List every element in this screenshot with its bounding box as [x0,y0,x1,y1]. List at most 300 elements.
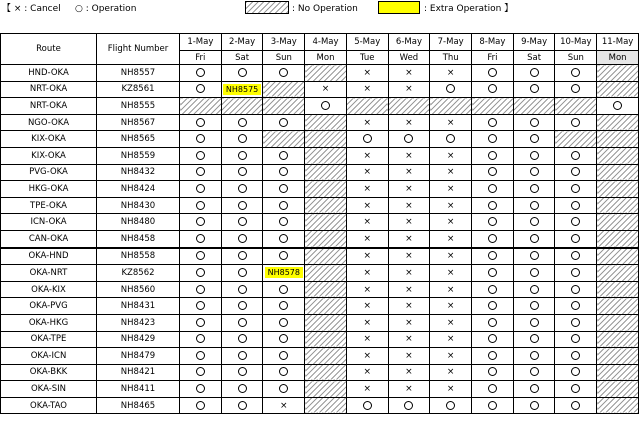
cancel-cross-icon: × [363,251,371,262]
cancel-cell [430,197,472,214]
header-date: 11-May [597,34,639,51]
operation-cell [472,364,514,381]
no-operation-cell [305,114,347,131]
operation-cell [180,331,222,348]
operation-circle-icon [488,134,497,143]
operation-cell [221,65,263,82]
no-operation-cell [555,98,597,115]
operation-cell [221,214,263,231]
operation-cell [388,397,430,414]
operation-circle-icon [530,217,539,226]
cancel-cross-icon: × [363,217,371,228]
operation-circle-icon [279,301,288,310]
operation-cell [513,131,555,148]
legend-extra-operation: : Extra Operation 】 [424,4,514,14]
operation-cell [180,214,222,231]
flight-number-cell: NH8421 [97,364,180,381]
operation-cell [555,81,597,98]
operation-circle-icon [571,201,580,210]
operation-circle-icon [238,151,247,160]
cancel-cell [430,364,472,381]
cancel-cell [388,348,430,365]
operation-circle-icon [488,234,497,243]
flight-number-cell: NH8429 [97,331,180,348]
cancel-cross-icon: × [405,217,413,228]
operation-cell [263,364,305,381]
operation-cell [472,181,514,198]
cancel-cross-icon: × [405,117,413,128]
cancel-cross-icon: × [405,367,413,378]
operation-circle-icon [196,184,205,193]
operation-circle-icon [488,184,497,193]
operation-cell [513,281,555,298]
cancel-cross-icon: × [405,317,413,328]
operation-cell [263,65,305,82]
header-date: 8-May [472,34,514,51]
no-operation-cell [597,214,639,231]
cancel-cell [346,114,388,131]
no-operation-cell [597,397,639,414]
operation-cell [346,131,388,148]
operation-circle-icon [363,401,372,410]
operation-circle-icon [196,234,205,243]
cancel-cell [388,197,430,214]
operation-circle-icon [196,285,205,294]
operation-cell [555,114,597,131]
operation-cell [180,397,222,414]
table-row [1,281,639,298]
cancel-cell [430,265,472,282]
operation-circle-icon [488,201,497,210]
operation-cell [555,314,597,331]
route-cell: OKA-PVG [1,298,97,315]
operation-circle-icon [196,351,205,360]
cancel-cell [346,65,388,82]
table-row [1,397,639,414]
flight-number-cell: KZ8562 [97,265,180,282]
operation-cell [180,298,222,315]
header-day: Wed [388,51,430,65]
operation-circle-icon [488,384,497,393]
cancel-cross-icon: × [405,183,413,194]
operation-circle-icon [196,118,205,127]
cancel-cell [346,281,388,298]
operation-circle-icon [530,151,539,160]
operation-cell [221,131,263,148]
route-cell: HKG-OKA [1,181,97,198]
operation-cell [221,348,263,365]
operation-circle-icon [238,251,247,260]
operation-cell [388,131,430,148]
operation-circle-icon [530,167,539,176]
operation-circle-icon [238,285,247,294]
no-operation-cell [305,381,347,398]
header-date: 7-May [430,34,472,51]
operation-cell [472,147,514,164]
cancel-cross-icon: × [363,200,371,211]
flight-number-cell: NH8430 [97,197,180,214]
operation-cell [263,298,305,315]
operation-circle-icon [238,351,247,360]
operation-cell [221,181,263,198]
flight-number-cell: NH8480 [97,214,180,231]
flight-schedule-table [0,33,639,414]
cancel-cell [346,265,388,282]
cancel-cell [388,281,430,298]
cancel-cell [430,147,472,164]
operation-circle-icon [238,167,247,176]
cancel-cell [430,348,472,365]
operation-cell [597,98,639,115]
flight-number-cell: NH8424 [97,181,180,198]
operation-cell [263,114,305,131]
no-operation-cell [597,147,639,164]
operation-cell [555,147,597,164]
operation-circle-icon [196,134,205,143]
operation-cell [513,381,555,398]
cancel-cross-icon: × [446,284,455,295]
route-cell: OKA-TAO [1,397,97,414]
operation-circle-icon [196,201,205,210]
operation-cell [555,197,597,214]
no-operation-cell [597,248,639,265]
operation-circle-icon [488,268,497,277]
operation-circle-icon [196,301,205,310]
operation-circle-icon [238,234,247,243]
route-cell: OKA-BKK [1,364,97,381]
operation-cell [221,197,263,214]
operation-cell [221,281,263,298]
table-row [1,265,639,282]
operation-circle-icon [571,84,580,93]
cancel-cell [388,265,430,282]
operation-cell [472,281,514,298]
route-cell: OKA-ICN [1,348,97,365]
route-cell: NRT-OKA [1,98,97,115]
operation-cell [263,281,305,298]
route-cell: OKA-KIX [1,281,97,298]
cancel-cell [346,81,388,98]
table-row [1,114,639,131]
operation-circle-icon [279,151,288,160]
no-operation-cell [597,164,639,181]
cancel-cell [430,164,472,181]
operation-cell [555,230,597,247]
operation-circle-icon [196,251,205,260]
operation-circle-icon [571,217,580,226]
cancel-cell [388,331,430,348]
operation-circle-icon [530,68,539,77]
operation-circle-icon [571,351,580,360]
operation-cell [346,397,388,414]
operation-circle-icon [571,184,580,193]
cancel-cross-icon: × [446,317,455,328]
no-operation-cell [305,131,347,148]
extra-flight-number: NH8578 [265,267,303,278]
cancel-cell [388,248,430,265]
operation-circle-icon [571,334,580,343]
flight-number-cell: NH8560 [97,281,180,298]
operation-cell [472,114,514,131]
cancel-cell [388,230,430,247]
cancel-cross-icon: × [363,317,371,328]
operation-circle-icon [530,334,539,343]
legend-operation: ○ : Operation [75,4,137,14]
operation-circle-icon [530,251,539,260]
operation-cell [180,381,222,398]
header-date: 6-May [388,34,430,51]
operation-cell [263,197,305,214]
operation-cell [180,248,222,265]
no-operation-cell [305,248,347,265]
operation-circle-icon [196,217,205,226]
operation-circle-icon [238,334,247,343]
header-day: Tue [346,51,388,65]
cancel-cross-icon: × [405,200,413,211]
operation-cell [263,214,305,231]
operation-circle-icon [279,217,288,226]
cancel-cell [346,230,388,247]
operation-cell [555,265,597,282]
no-operation-cell [597,114,639,131]
operation-cell [472,197,514,214]
cancel-cell [388,164,430,181]
operation-circle-icon [279,118,288,127]
operation-circle-icon [571,318,580,327]
operation-cell [221,331,263,348]
operation-cell [513,65,555,82]
operation-circle-icon [196,167,205,176]
operation-circle-icon [446,134,455,143]
no-operation-cell [555,131,597,148]
cancel-cell [430,214,472,231]
header-day: Mon [597,51,639,65]
cancel-cell [430,114,472,131]
no-operation-cell [180,98,222,115]
cancel-cross-icon: × [363,301,371,312]
no-operation-cell [305,164,347,181]
operation-cell [263,331,305,348]
operation-cell [430,397,472,414]
operation-circle-icon [530,367,539,376]
operation-cell [513,348,555,365]
operation-cell [513,147,555,164]
cancel-cross-icon: × [405,267,413,278]
operation-circle-icon [571,68,580,77]
table-row [1,230,639,247]
operation-cell [180,164,222,181]
cancel-cell [346,298,388,315]
no-operation-cell [305,181,347,198]
cancel-cell [346,181,388,198]
cancel-cross-icon: × [405,67,413,78]
operation-circle-icon [446,401,455,410]
table-row [1,131,639,148]
cancel-cross-icon: × [446,117,455,128]
header-route: Route [1,34,97,65]
legend-no-operation-swatch [245,1,289,14]
table-row [1,81,639,98]
flight-number-cell: NH8555 [97,98,180,115]
operation-cell [555,397,597,414]
no-operation-cell [388,98,430,115]
cancel-cell [346,314,388,331]
cancel-cross-icon: × [363,267,371,278]
operation-circle-icon [571,301,580,310]
operation-cell [430,81,472,98]
cancel-cross-icon: × [405,384,413,395]
no-operation-cell [597,281,639,298]
cancel-cell [430,298,472,315]
cancel-cross-icon: × [363,233,371,244]
route-cell: HND-OKA [1,65,97,82]
header-date: 9-May [513,34,555,51]
operation-circle-icon [196,367,205,376]
no-operation-cell [597,331,639,348]
cancel-cross-icon: × [446,167,455,178]
no-operation-cell [305,147,347,164]
operation-cell [513,397,555,414]
cancel-cell [430,381,472,398]
cancel-cross-icon: × [363,384,371,395]
cancel-cell [346,214,388,231]
operation-circle-icon [279,318,288,327]
flight-number-cell: NH8565 [97,131,180,148]
operation-cell [180,81,222,98]
no-operation-cell [305,265,347,282]
operation-cell [180,348,222,365]
operation-circle-icon [530,134,539,143]
cancel-cell [430,331,472,348]
operation-cell [513,364,555,381]
operation-cell [555,164,597,181]
route-cell: KIX-OKA [1,131,97,148]
header-date: 5-May [346,34,388,51]
cancel-cell [430,281,472,298]
operation-circle-icon [530,318,539,327]
table-row [1,164,639,181]
operation-cell [221,230,263,247]
operation-cell [472,248,514,265]
cancel-cell [430,248,472,265]
cancel-cross-icon: × [446,251,455,262]
cancel-cell [346,164,388,181]
operation-circle-icon [488,68,497,77]
flight-number-cell: KZ8561 [97,81,180,98]
cancel-cross-icon: × [363,183,371,194]
cancel-cell [388,298,430,315]
operation-cell [180,364,222,381]
table-row [1,248,639,265]
flight-number-cell: NH8432 [97,164,180,181]
operation-cell [221,298,263,315]
no-operation-cell [597,65,639,82]
operation-circle-icon [196,318,205,327]
flight-number-cell: NH8431 [97,298,180,315]
operation-cell [513,197,555,214]
table-row [1,214,639,231]
cancel-cross-icon: × [446,200,455,211]
operation-circle-icon [238,201,247,210]
operation-cell [180,147,222,164]
cancel-cross-icon: × [405,284,413,295]
operation-cell [180,281,222,298]
no-operation-cell [597,265,639,282]
operation-cell [221,265,263,282]
no-operation-cell [305,314,347,331]
operation-cell [263,348,305,365]
operation-circle-icon [196,334,205,343]
cancel-cross-icon: × [405,350,413,361]
operation-circle-icon [530,351,539,360]
operation-cell [555,381,597,398]
operation-cell [555,214,597,231]
operation-circle-icon [488,251,497,260]
operation-circle-icon [530,401,539,410]
no-operation-cell [263,81,305,98]
operation-cell [472,381,514,398]
operation-cell [472,397,514,414]
legend-no-operation: : No Operation [292,4,358,14]
operation-circle-icon [488,217,497,226]
header-date: 10-May [555,34,597,51]
operation-circle-icon [196,68,205,77]
cancel-cross-icon: × [446,384,455,395]
flight-number-cell: NH8567 [97,114,180,131]
operation-circle-icon [571,167,580,176]
cancel-cell [430,65,472,82]
no-operation-cell [597,131,639,148]
no-operation-cell [263,98,305,115]
cancel-cross-icon: × [363,67,371,78]
operation-circle-icon [488,167,497,176]
flight-number-cell: NH8557 [97,65,180,82]
operation-circle-icon [279,285,288,294]
header-day: Sun [555,51,597,65]
operation-cell [555,331,597,348]
cancel-cross-icon: × [405,167,413,178]
operation-circle-icon [279,167,288,176]
cancel-cross-icon: × [363,117,371,128]
cancel-cross-icon: × [363,350,371,361]
no-operation-cell [263,131,305,148]
operation-cell [472,265,514,282]
operation-circle-icon [404,401,413,410]
operation-circle-icon [238,268,247,277]
flight-number-cell: NH8559 [97,147,180,164]
flight-number-cell: NH8423 [97,314,180,331]
route-cell: OKA-HND [1,248,97,265]
operation-cell [180,181,222,198]
cancel-cross-icon: × [405,150,413,161]
cancel-cell [388,147,430,164]
cancel-cross-icon: × [446,334,455,345]
no-operation-cell [346,98,388,115]
no-operation-cell [597,230,639,247]
operation-cell [263,147,305,164]
operation-cell [221,248,263,265]
cancel-cell [388,214,430,231]
operation-cell [555,181,597,198]
header-date: 2-May [221,34,263,51]
operation-cell [513,331,555,348]
operation-circle-icon [279,334,288,343]
operation-cell [513,181,555,198]
route-cell: OKA-NRT [1,265,97,282]
operation-circle-icon [196,384,205,393]
operation-cell [472,164,514,181]
operation-circle-icon [530,201,539,210]
